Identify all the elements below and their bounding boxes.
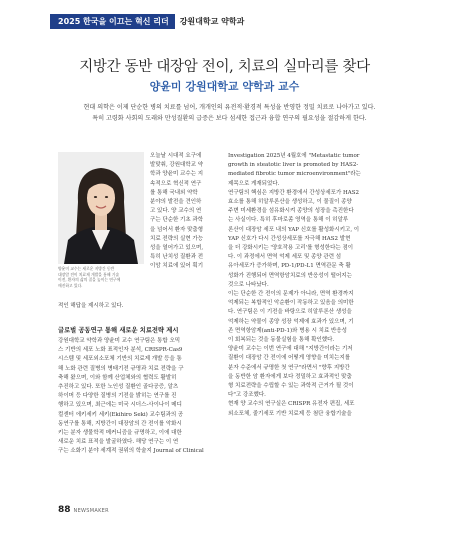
lead-line: 특히 고령화 사회의 도래와 만성질환의 급증은 보다 섬세한 접근과 융합 연구의 필요성을 절감하게 한다. — [92, 115, 367, 122]
body-line: 고 있다. 양 교수의 연 — [150, 208, 202, 215]
body-line: 주변 미세환경을 섬유화시켜 종양의 성장을 촉진한다 — [228, 208, 354, 215]
body-line: 는 사실이다. 특히 후마로좀 영역을 통해 이 히알루 — [228, 217, 349, 224]
body-line: 분야의 발전을 견인하 — [150, 199, 202, 206]
body-line: 새로운 치료 표적을 발굴하였다. 해당 연구는 이 연 — [58, 439, 179, 446]
body-line: 현재 양 교수의 연구실은 CRISPR 유전자 편집, 세포 — [228, 401, 355, 408]
body-line: 분자 수준에서 규명한 첫 연구"라면서 "향후 지방간 — [228, 364, 350, 371]
body-line: 발맞춰, 강원대학교 약 — [150, 162, 204, 169]
body-line: 오늘날 시대적 요구에 — [150, 153, 202, 159]
body-line: 다"고 강조했다. — [228, 392, 266, 399]
body-line: 를 통해 국내외 약학 — [150, 189, 198, 196]
body-line: 키는 분자 생물학적 메커니즘을 규명하고, 이에 대한 — [58, 430, 182, 437]
body-line: 이 회복되는 것을 동물실험을 통해 확인했다. — [228, 337, 335, 344]
body-line: 하이머 등 다양한 질병의 기전을 밝히는 연구를 진 — [58, 393, 177, 400]
page-number: 88 — [58, 505, 71, 515]
body-line: 구는 단순한 기초 과학 — [150, 217, 204, 224]
photo-caption — [58, 266, 148, 288]
body-line: 다. 연구팀은 이 기전을 바탕으로 히알루론산 생성을 — [228, 309, 352, 316]
body-line: 스 기반의 세포 노화 표적인자 분석, CRISPR-Cas9 — [58, 347, 183, 354]
body-line: 억제하는 약물이 종양 성장 억제에 효과가 있으며, 기 — [228, 318, 354, 325]
body-line: 추진하고 있다. 또한 노인성 질환인 골다공증, 알츠 — [58, 384, 179, 391]
body-line: 성화가 진행되어 면역항암치료의 반응성이 떨어지는 — [228, 272, 352, 279]
body-line: 동연구를 통해, 지방간이 대장암의 간 전이를 악화시 — [58, 420, 182, 427]
portrait-photo — [58, 152, 144, 264]
body-line: 외소포체, 줄기세포 기반 치료제 등 첨단 융합기술을 — [228, 410, 352, 417]
body-line: 성을 열어가고 있으며, — [150, 245, 204, 252]
body-line: 론산이 대장암 세포 내의 YAP 신호를 활성화시키고, 이 — [228, 226, 360, 233]
body-line: 치료 전략의 실현 가능 — [150, 235, 204, 242]
caption-line: 이전, 환자의 삶의 질을 높이는 연구에 — [58, 277, 121, 282]
body-line: 특히 난치성 질환과 전 — [150, 254, 204, 261]
body-line: 다. 이 과정에서 면역 억제 세포 및 종양 관련 섬 — [228, 254, 342, 261]
page-footer — [58, 505, 109, 515]
portrait-image — [58, 152, 144, 264]
section-header — [50, 14, 244, 29]
body-line: 학과 양윤미 교수는 지 — [150, 171, 204, 178]
section-label: 강원대학교 약학과 — [179, 17, 245, 26]
body-line: 컬센터 에키세키 세키(Ekihiro Seki) 교수팀과의 공 — [58, 411, 184, 418]
body-line: 적인 해답을 제시하고 있다. — [58, 303, 124, 309]
body-line: 효소를 통해 히알루론산을 생성하고, 이 물질이 종양 — [228, 199, 352, 206]
body-line: 을 동반한 암 환자에게 보다 정밀하고 효과적인 맞춤 — [228, 373, 352, 380]
body-line: 연구팀의 핵심은 지방간 환경에서 간성상세포가 HAS2 — [228, 189, 360, 196]
body-line: 형 치료전략을 수립할 수 있는 과학적 근거가 될 것이 — [228, 383, 354, 390]
body-line: 구는 소화기 분야 세계적 권위의 학술지 Journal of Clinical — [58, 448, 204, 455]
caption-line: 매진하고 있다. — [58, 282, 83, 288]
body-line: 속적으로 혁신적 연구 — [150, 180, 202, 187]
caption-line: 양윤미 교수는 새로운 지방간 동반 — [58, 266, 115, 271]
body-line: 해 노화 관련 질병의 병태기전 규명과 치료 전략을 구 — [58, 365, 184, 372]
body-line: 유아세포가 증가하며, PD-1/PD-L1 면역관문 축 활 — [228, 263, 351, 270]
body-column-left — [58, 337, 218, 457]
body-line: 제목으로 게재되었다. — [228, 180, 280, 187]
body-column-continuation — [58, 302, 218, 311]
lead-line: 현대 의학은 이제 단순한 병의 치료를 넘어, 개개인의 유전적·환경적 특성을 반영한 정밀 치료로 나아가고 있다. — [83, 104, 376, 111]
magazine-name: NEWSMAKER — [73, 508, 109, 514]
body-line: mediated fibrotic tumor microenvironment"라는 — [228, 171, 361, 178]
body-line: 질환이 대장암 간 전이에 어떻게 영향을 미치는지를 — [228, 355, 351, 362]
body-line: growth in steatotic liver is promoted by HAS2- — [228, 162, 359, 169]
body-line: YAP 신호가 다시 간성상세포를 자극해 HAS2 발현 — [228, 235, 351, 242]
body-line: 억제되는 복합적인 악순환이 작동하고 있음을 의미한 — [228, 300, 354, 307]
body-line: 이는 단순한 간 전이의 문제가 아니라, 면역 환경까지 — [228, 291, 354, 298]
body-line: 축해 왔으며, 이와 함께 산업체와의 협력도 활발히 — [58, 374, 177, 381]
body-line: 이암 치료에 있어 획기 — [150, 263, 204, 270]
caption-line: 대장암 전이 치료제 개발을 통해 기술 — [58, 271, 120, 277]
section-heading: 글로벌 공동연구 통해 새로운 치료전략 제시 — [58, 327, 179, 334]
body-line: 을 넘어서 환자 맞춤형 — [150, 226, 204, 233]
series-badge: 2025 한국을 이끄는 혁신 리더 — [50, 14, 175, 29]
article-byline: 양윤미 강원대학교 약학과 교수 — [149, 80, 300, 93]
body-column-right — [228, 152, 400, 419]
body-line: Investigation 2025년 4월호에 "Metastatic tumor — [228, 153, 360, 159]
body-line: 시스템 및 세포외소포체 기반의 치료제 개발 등을 통 — [58, 356, 182, 363]
body-column-narrow — [150, 152, 217, 272]
body-line: 양윤미 교수는 이번 연구에 대해 "지방간이라는 기저 — [228, 346, 353, 353]
body-line: 강원대학교 약학과 양윤미 교수 연구팀은 통합 오믹 — [58, 338, 181, 344]
article-lead — [57, 102, 402, 124]
article-title: 지방간 동반 대장암 전이, 치료의 실마리를 찾다 — [79, 59, 370, 75]
body-line: 것으로 나타났다. — [228, 281, 269, 288]
body-line: 행하고 있으며, 최근에는 미국 시더스-사이나이 메디 — [58, 402, 182, 409]
body-line: 존 면역항암제(anti-PD-1)와 병용 시 치료 반응성 — [228, 327, 347, 334]
body-line: 을 더 강화시키는 '양호작용 고리'를 형성한다는 점이 — [228, 245, 354, 252]
